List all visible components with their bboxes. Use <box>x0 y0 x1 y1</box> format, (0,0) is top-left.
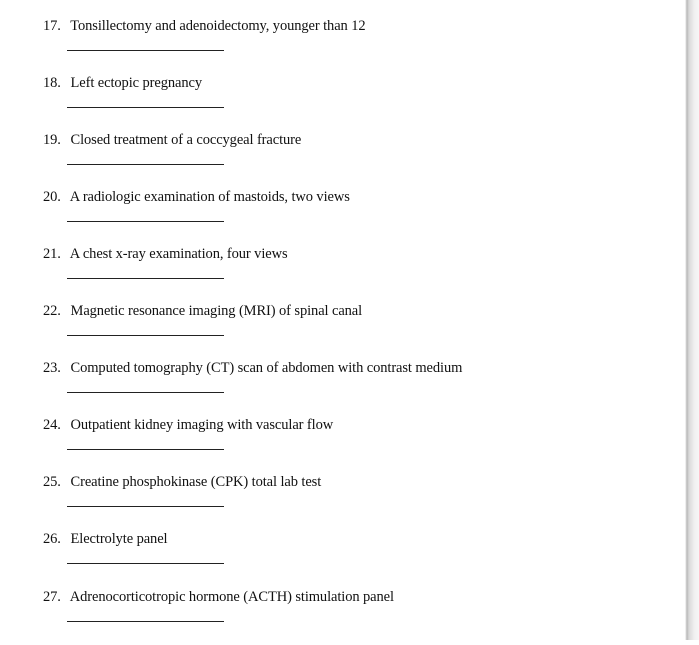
answer-blank[interactable] <box>67 392 224 393</box>
answer-blank[interactable] <box>67 335 224 336</box>
question-label: Computed tomography (CT) scan of abdomen with contrast medium <box>70 360 463 376</box>
question-number: 22. <box>43 303 61 319</box>
question-text <box>43 416 333 434</box>
question-text <box>43 74 202 92</box>
question-number: 18. <box>43 75 61 91</box>
question-label: Adrenocorticotropic hormone (ACTH) stimulation panel <box>69 589 394 605</box>
answer-blank[interactable] <box>67 506 224 507</box>
answer-blank[interactable] <box>67 107 224 108</box>
question-label: A radiologic examination of mastoids, two views <box>69 189 350 205</box>
question-number: 19. <box>43 132 61 148</box>
question-number: 27. <box>43 589 61 605</box>
question-text <box>43 588 394 606</box>
question-number: 25. <box>43 474 61 490</box>
page-edge-shadow <box>685 0 699 640</box>
question-number: 20. <box>43 189 61 205</box>
question-text <box>43 188 350 206</box>
question-number: 26. <box>43 531 61 547</box>
question-item-21 <box>43 245 663 302</box>
question-item-26 <box>43 530 663 587</box>
question-number: 23. <box>43 360 61 376</box>
question-item-20 <box>43 188 663 245</box>
question-label: Tonsillectomy and adenoidectomy, younger than 12 <box>70 18 366 34</box>
question-label: Outpatient kidney imaging with vascular flow <box>70 417 334 433</box>
question-item-27 <box>43 588 663 645</box>
answer-blank[interactable] <box>67 278 224 279</box>
answer-blank[interactable] <box>67 563 224 564</box>
answer-blank[interactable] <box>67 164 224 165</box>
question-label: Creatine phosphokinase (CPK) total lab test <box>70 474 322 490</box>
question-text <box>43 17 366 35</box>
question-item-22 <box>43 302 663 359</box>
question-text <box>43 473 321 491</box>
question-item-17 <box>43 17 663 74</box>
question-number: 24. <box>43 417 61 433</box>
answer-blank[interactable] <box>67 221 224 222</box>
question-number: 21. <box>43 246 61 262</box>
question-text <box>43 530 167 548</box>
question-item-18 <box>43 74 663 131</box>
answer-blank[interactable] <box>67 449 224 450</box>
question-item-23 <box>43 359 663 416</box>
question-item-24 <box>43 416 663 473</box>
question-label: A chest x-ray examination, four views <box>69 246 288 262</box>
question-label: Left ectopic pregnancy <box>70 75 202 91</box>
answer-blank[interactable] <box>67 50 224 51</box>
question-text <box>43 302 362 320</box>
question-text <box>43 359 462 377</box>
question-text <box>43 131 301 149</box>
answer-blank[interactable] <box>67 621 224 622</box>
question-label: Electrolyte panel <box>70 531 168 547</box>
question-item-19 <box>43 131 663 188</box>
question-label: Magnetic resonance imaging (MRI) of spinal canal <box>70 303 363 319</box>
question-label: Closed treatment of a coccygeal fracture <box>70 132 302 148</box>
question-text <box>43 245 288 263</box>
question-item-25 <box>43 473 663 530</box>
question-number: 17. <box>43 18 61 34</box>
